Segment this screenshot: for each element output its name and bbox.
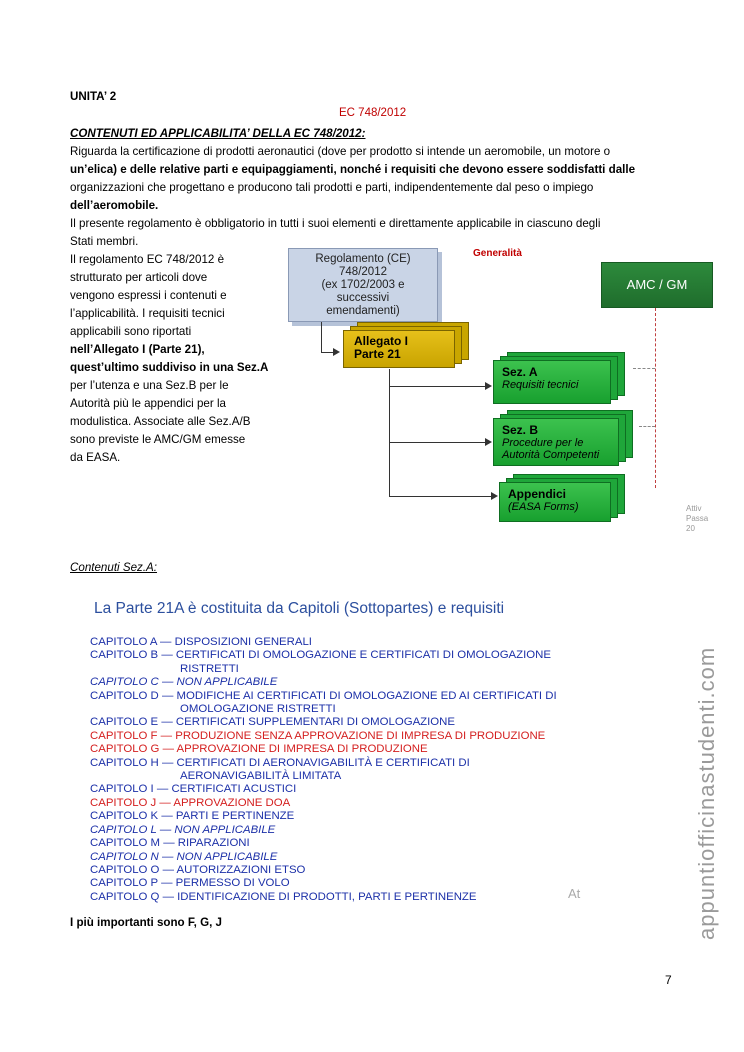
sub-section-title: Contenuti Sez.A: bbox=[70, 561, 158, 574]
regolamento-line: Regolamento (CE) bbox=[315, 253, 411, 265]
connector-line bbox=[389, 496, 495, 497]
intro-line: un’elica) e delle relative parti e equipaggiamenti, nonché i requisiti che devono essere soddisfatti dalle bbox=[70, 163, 636, 176]
regolamento-line: successivi bbox=[336, 292, 390, 304]
chapter-item: CAPITOLO F — PRODUZIONE SENZA APPROVAZIONE DI IMPRESA DI PRODUZIONE bbox=[90, 729, 546, 742]
amc-gm-box: AMC / GM bbox=[601, 262, 713, 308]
chapter-item: CAPITOLO J — APPROVAZIONE DOA bbox=[90, 796, 291, 809]
sez-a-subtitle: Requisiti tecnici bbox=[502, 379, 579, 391]
sez-b-subtitle: Autorità Competenti bbox=[502, 449, 600, 461]
ec-reference: EC 748/2012 bbox=[339, 107, 407, 119]
side-paragraph bbox=[70, 251, 274, 467]
side-line: sono previste le AMC/GM emesse bbox=[70, 433, 246, 446]
intro-line: Stati membri. bbox=[70, 235, 139, 248]
sez-a-title: Sez. A bbox=[502, 365, 538, 379]
intro-paragraph bbox=[70, 143, 680, 251]
appendici-title: Appendici bbox=[508, 487, 567, 501]
side-line: l’applicabilità. I requisiti tecnici bbox=[70, 307, 225, 320]
allegato-line: Parte 21 bbox=[354, 347, 401, 361]
appendici-box bbox=[499, 482, 611, 522]
chapter-item: CAPITOLO G — APPROVAZIONE DI IMPRESA DI PRODUZIONE bbox=[90, 743, 428, 756]
chapter-item: AERONAVIGABILITÀ LIMITATA bbox=[180, 770, 342, 783]
allegato-box bbox=[343, 330, 455, 368]
connector-line bbox=[389, 369, 390, 497]
regolamento-line: 748/2012 bbox=[339, 266, 387, 278]
chapter-item: CAPITOLO E — CERTIFICATI SUPPLEMENTARI DI OMOLOGAZIONE bbox=[90, 716, 455, 729]
sez-b-subtitle: Procedure per le bbox=[502, 437, 584, 449]
arrow-right-icon bbox=[485, 438, 492, 446]
chapter-item: CAPITOLO H — CERTIFICATI DI AERONAVIGABILITÀ E CERTIFICATI DI bbox=[90, 756, 470, 769]
chapter-item: CAPITOLO C — NON APPLICABILE bbox=[90, 676, 278, 689]
side-line: da EASA. bbox=[70, 451, 121, 464]
intro-line: Riguarda la certificazione di prodotti aeronautici (dove per prodotto si intende un aeromobile, un motore o bbox=[70, 145, 611, 158]
chapter-item: OMOLOGAZIONE RISTRETTI bbox=[180, 703, 336, 716]
chapter-item: CAPITOLO N — NON APPLICABILE bbox=[90, 850, 278, 863]
faded-text: At bbox=[568, 886, 581, 901]
intro-line: dell’aeromobile. bbox=[70, 199, 159, 212]
chapter-item: CAPITOLO B — CERTIFICATI DI OMOLOGAZIONE E CERTIFICATI DI OMOLOGAZIONE bbox=[90, 649, 551, 662]
side-line: vengono espressi i contenuti e bbox=[70, 289, 227, 302]
arrow-right-icon bbox=[491, 492, 498, 500]
dashed-connector bbox=[655, 308, 656, 488]
arrow-right-icon bbox=[333, 348, 340, 356]
chapter-item: CAPITOLO O — AUTORIZZAZIONI ETSO bbox=[90, 863, 306, 876]
chapter-item: CAPITOLO M — RIPARAZIONI bbox=[90, 837, 250, 850]
appendici-subtitle: (EASA Forms) bbox=[508, 501, 579, 513]
sez-b-box bbox=[493, 418, 619, 466]
generalita-label: Generalità bbox=[473, 248, 522, 259]
chapter-item: CAPITOLO D — MODIFICHE AI CERTIFICATI DI OMOLOGAZIONE ED AI CERTIFICATI DI bbox=[90, 689, 557, 702]
faded-line: Attiv bbox=[686, 504, 702, 513]
side-line: applicabili sono riportati bbox=[70, 325, 192, 338]
intro-line: Il presente regolamento è obbligatorio in tutti i suoi elementi e direttamente applicabile in ciascuno degli bbox=[70, 217, 601, 230]
unit-title: UNITA’ 2 bbox=[70, 90, 117, 103]
regolamento-line: emendamenti) bbox=[326, 305, 400, 317]
chapters-title: La Parte 21A è costituita da Capitoli (Sottopartes) e requisiti bbox=[94, 600, 505, 617]
structure-diagram bbox=[283, 248, 709, 548]
watermark: appuntiofficinastudenti.com bbox=[694, 646, 719, 940]
allegato-line: Allegato I bbox=[354, 334, 409, 348]
dashed-connector bbox=[633, 368, 655, 369]
chapters-figure bbox=[84, 600, 604, 905]
side-line: nell’Allegato I (Parte 21), bbox=[70, 343, 205, 356]
chapter-item: CAPITOLO A — DISPOSIZIONI GENERALI bbox=[90, 636, 312, 648]
arrow-right-icon bbox=[485, 382, 492, 390]
chapter-item: CAPITOLO I — CERTIFICATI ACUSTICI bbox=[90, 783, 297, 796]
connector-line bbox=[389, 442, 489, 443]
chapter-item: CAPITOLO L — NON APPLICABILE bbox=[90, 823, 276, 836]
chapters-list bbox=[90, 636, 557, 904]
section-title: CONTENUTI ED APPLICABILITA’ DELLA EC 748/2012: bbox=[70, 127, 366, 140]
side-line: quest’ultimo suddiviso in una Sez.A bbox=[70, 361, 269, 374]
connector-line bbox=[389, 386, 489, 387]
sez-a-box bbox=[493, 360, 611, 404]
intro-line: organizzazioni che progettano e producono tali prodotti e parti, indipendentemente dal peso o impiego bbox=[70, 181, 594, 194]
side-line: Il regolamento EC 748/2012 è bbox=[70, 253, 225, 266]
side-line: strutturato per articoli dove bbox=[70, 271, 208, 284]
side-line: modulistica. Associate alle Sez.A/B bbox=[70, 415, 251, 428]
connector-line bbox=[321, 322, 322, 352]
faded-line: Passa bbox=[686, 514, 709, 523]
chapter-item: RISTRETTI bbox=[180, 662, 239, 675]
regolamento-line: (ex 1702/2003 e bbox=[321, 279, 405, 291]
faded-line: 20 bbox=[686, 524, 695, 533]
faded-text bbox=[686, 504, 708, 534]
important-note: I più importanti sono F, G, J bbox=[70, 916, 223, 929]
chapter-item: CAPITOLO P — PERMESSO DI VOLO bbox=[90, 877, 290, 890]
side-line: Autorità più le appendici per la bbox=[70, 397, 226, 410]
sez-b-title: Sez. B bbox=[502, 423, 539, 437]
dashed-connector bbox=[639, 426, 655, 427]
page-number: 7 bbox=[665, 973, 672, 987]
chapter-item: CAPITOLO Q — IDENTIFICAZIONE DI PRODOTTI, PARTI E PERTINENZE bbox=[90, 890, 477, 903]
regolamento-box bbox=[288, 248, 438, 322]
side-line: per l’utenza e una Sez.B per le bbox=[70, 379, 229, 392]
chapter-item: CAPITOLO K — PARTI E PERTINENZE bbox=[90, 810, 295, 823]
